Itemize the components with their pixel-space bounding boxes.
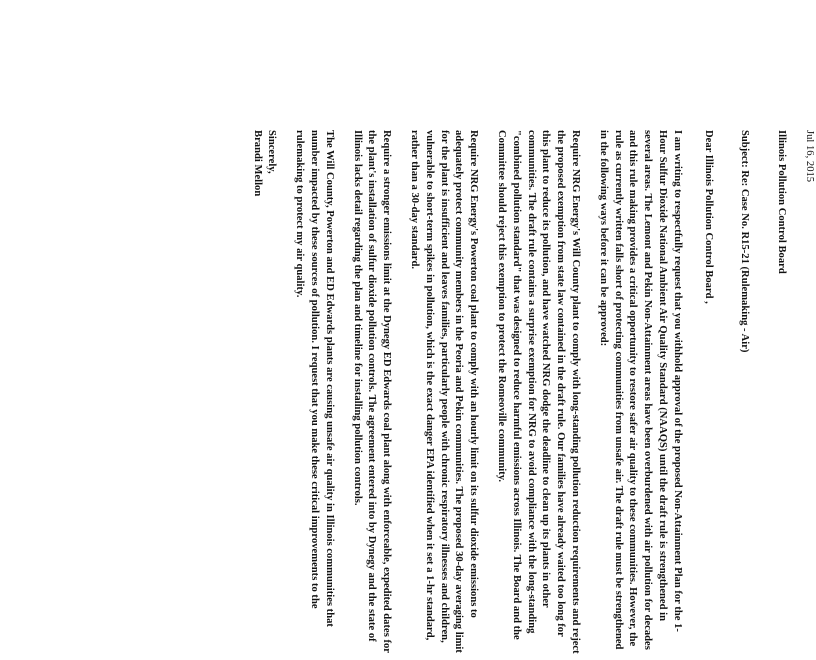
scanned-letter-page (76, 100, 816, 660)
letter-paragraph-conclusion: The Will County, Powerton and ED Edwards plants are causing unsafe air quality in Illinois communities that number impacted by these sources of pollution. I request that you make these critical improvements to the rulemaking to protect my air quality. (294, 130, 335, 627)
letter-closing: Sincerely, (266, 130, 278, 174)
letter-paragraph-powerton: Require NRG Energy's Powerton coal plant to comply with an hourly limit on its sulfur dioxide emissions to adequately protect community members in the Peoria and Pekin communities. The proposed 30-day averaging limit for the plant is insufficient and leaves families, particularly people with chronic respiratory illnesses and children, vulnerable to short-term spikes in pollution, which is the exact danger EPA identified when it set a 1-hr standard, rather than a 30-day standard. (409, 130, 480, 653)
letter-paragraph-will-county: Require NRG Energy's Will County plant to comply with long-standing pollution reduction requirements and reject the proposed exemption from state law contained in the draft rule. Our families have already waited too long for this plant to reduce its pollution, and have watched NRG dodge the deadline to clean up its plants in other communities. The draft rule contains a surprise exemption for NRG to avoid compliance with the long-standing "combined pollution standard" that was designed to reduce harmful emissions across Illinois. The Board and the Committee should reject this exemption to protect the Romeoville community. (496, 130, 582, 654)
letter-salutation: Dear Illinois Pollution Control Board , (702, 130, 714, 304)
letter-date: Jul 16, 2015 (804, 130, 815, 183)
letter-recipient: Illinois Pollution Control Board (776, 130, 788, 274)
letter-paragraph-ed-edwards: Require a stronger emissions limit at the Dynegy ED Edwards coal plant along with enforceable, expedited dates for the plant's installation of sulfur dioxide pollution controls. The agreement entered into by Dynegy and the state of Illinois lacks detail regarding the plan and timeline for installing pollution controls. (351, 130, 393, 653)
letter-paragraph-intro: I am writing to respectfully request that you withhold approval of the proposed Non-Attainment Plan for the 1-Hour Sulfur Dioxide National Ambient Air Quality Standard (NAAQS) until the draft rule is strengthened in several areas. The Lemont and Pekin Non-Attainment areas have been overburdened with air pollution for decades and this rule making provides a critical opportunity to restore safer air quality to these communities. However, the rule as currently written falls short of protecting communities from unsafe air. The draft rule must be strengthened in the following ways before it can be approved: (597, 130, 683, 650)
letter-signature: Brandi Mellon (251, 130, 263, 197)
letter-subject: Subject: Re: Case No. R15-21 (Rulemaking - Air) (739, 130, 751, 353)
